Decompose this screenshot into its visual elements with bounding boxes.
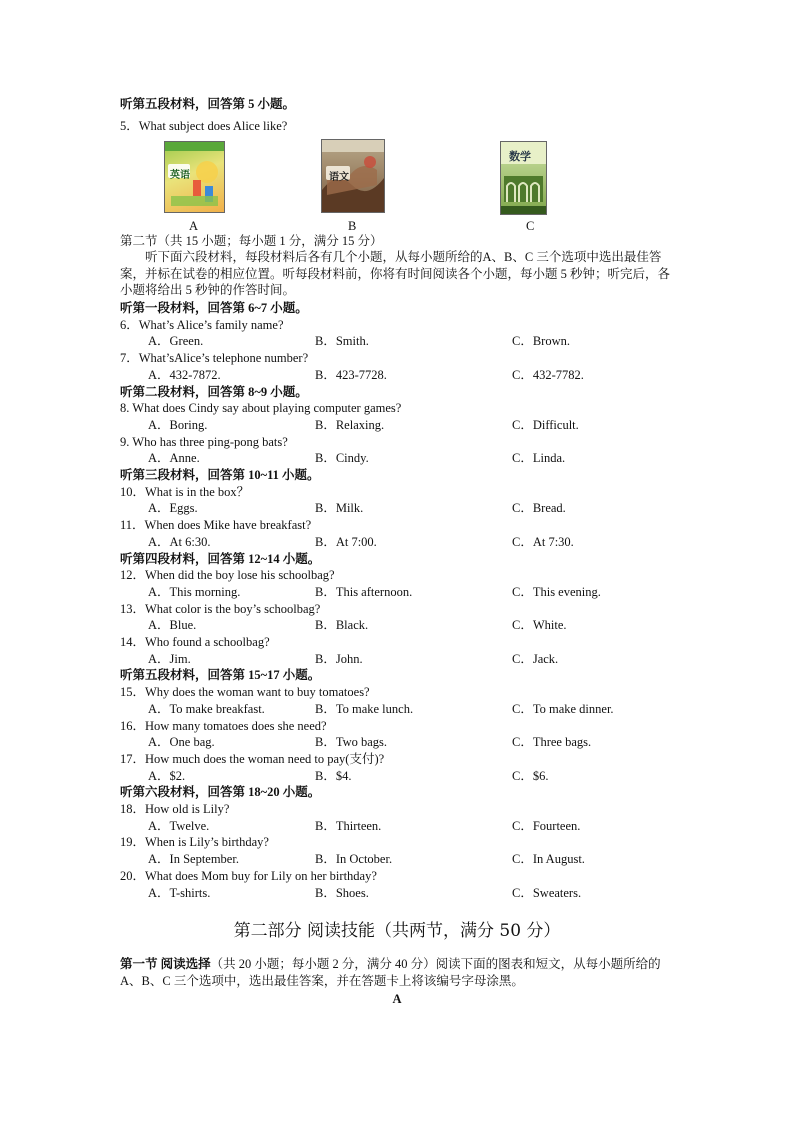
reading-section-label: 第一节 阅读选择 bbox=[120, 957, 211, 971]
question-text: 11．When does Mike have breakfast? bbox=[120, 518, 312, 533]
math-textbook-icon bbox=[500, 141, 547, 215]
question-text: 17．How much does the woman need to pay(支付)? bbox=[120, 751, 385, 766]
option-a: A．Twelve. bbox=[148, 818, 210, 833]
option-c: C．At 7:30. bbox=[512, 534, 574, 549]
option-a: A．Green. bbox=[148, 334, 204, 349]
part2-instructions: 听下面六段材料，每段材料后各有几个小题，从每小题所给的A、B、C 三个选项中选出最佳答案，并标在试卷的相应位置。听每段材料前，你将有时间阅读各个小题，每小题 5 秒钟；听完后，各小题将给出 5 秒钟的作答时间。 bbox=[120, 250, 671, 297]
part2-heading: 第二部分 阅读技能（共两节，满分 50 分） bbox=[233, 921, 561, 941]
question-text: 15．Why does the woman want to buy tomatoes? bbox=[120, 685, 370, 700]
option-b: B．In October. bbox=[315, 852, 393, 867]
option-a-letter: A bbox=[189, 219, 199, 233]
group-header: 听第一段材料，回答第 6~7 小题。 bbox=[120, 301, 308, 315]
option-a: A．Boring. bbox=[148, 417, 208, 432]
option-b: B．This afternoon. bbox=[315, 584, 413, 599]
question-text: 12．When did the boy lose his schoolbag? bbox=[120, 568, 335, 583]
math-cover-text: 数学 bbox=[509, 150, 531, 163]
option-a: A．One bag. bbox=[148, 735, 215, 750]
reading-section-text: （共 20 小题；每小题 2 分，满分 40 分）阅读下面的图表和短文，从每小题所给的 A、B、C 三个选项中，选出最佳答案，并在答题卡上将该编号字母涂黑。 bbox=[120, 957, 661, 988]
question-text: 7．What’sAlice’s telephone number? bbox=[120, 351, 309, 366]
english-cover-text: 英语 bbox=[170, 170, 190, 181]
option-a: A．T-shirts. bbox=[148, 885, 211, 900]
option-c: C．Linda. bbox=[512, 451, 566, 466]
question-text: 8. What does Cindy say about playing computer games? bbox=[120, 401, 402, 416]
option-a: A．Jim. bbox=[148, 651, 191, 666]
question-text: 13．What color is the boy’s schoolbag? bbox=[120, 601, 321, 616]
option-b: B．Two bags. bbox=[315, 735, 388, 750]
reading-section bbox=[120, 956, 676, 989]
group-header: 听第四段材料，回答第 12~14 小题。 bbox=[120, 551, 321, 566]
option-c: C．In August. bbox=[512, 852, 585, 867]
group-header: 听第三段材料，回答第 10~11 小题。 bbox=[120, 468, 320, 482]
option-a: A．At 6:30. bbox=[148, 534, 211, 549]
option-c: C．Three bags. bbox=[512, 735, 592, 750]
option-a: A．432-7872. bbox=[148, 367, 221, 382]
option-c: C．Brown. bbox=[512, 334, 570, 349]
option-a: A．In September. bbox=[148, 852, 239, 867]
option-c-letter: C bbox=[526, 219, 535, 233]
section5-header: 听第五段材料，回答第 5 小题。 bbox=[120, 97, 296, 111]
question-text: 20．What does Mom buy for Lily on her birthday? bbox=[120, 868, 377, 883]
part2-section-title: 第二节（共 15 小题；每小题 1 分，满分 15 分） bbox=[120, 234, 383, 248]
option-b-letter: B bbox=[348, 219, 357, 233]
option-a: A．Anne. bbox=[148, 451, 200, 466]
passage-label: A bbox=[392, 992, 402, 1006]
group-header: 听第二段材料，回答第 8~9 小题。 bbox=[120, 384, 308, 399]
option-b: B．Black. bbox=[315, 618, 369, 633]
option-a: A．$2. bbox=[148, 768, 186, 783]
question-text: 16．How many tomatoes does she need? bbox=[120, 718, 327, 733]
option-a: A．To make breakfast. bbox=[148, 701, 265, 716]
question-5: 5．What subject does Alice like? bbox=[120, 119, 288, 133]
option-b: B．Relaxing. bbox=[315, 417, 385, 432]
option-c: C．432-7782. bbox=[512, 367, 584, 382]
group-header: 听第五段材料，回答第 15~17 小题。 bbox=[120, 668, 321, 683]
option-b: B．Smith. bbox=[315, 334, 369, 349]
option-c: C．$6. bbox=[512, 768, 549, 783]
option-b: B．Milk. bbox=[315, 501, 364, 516]
option-b: B．Shoes. bbox=[315, 885, 369, 900]
option-b: B．$4. bbox=[315, 768, 352, 783]
option-b: B．Thirteen. bbox=[315, 818, 382, 833]
option-b: B．To make lunch. bbox=[315, 701, 414, 716]
option-c: C．Bread. bbox=[512, 501, 566, 516]
option-a: A．Blue. bbox=[148, 618, 197, 633]
option-c: C．Sweaters. bbox=[512, 885, 582, 900]
question-text: 9. Who has three ping-pong bats? bbox=[120, 434, 288, 449]
option-b: B．Cindy. bbox=[315, 451, 369, 466]
option-b: B．John. bbox=[315, 651, 363, 666]
question-text: 18．How old is Lily? bbox=[120, 802, 230, 816]
chinese-textbook-icon bbox=[321, 139, 385, 213]
chinese-cover-text: 语文 bbox=[329, 172, 349, 183]
option-c: C．Difficult. bbox=[512, 417, 579, 432]
option-b: B．423-7728. bbox=[315, 367, 387, 382]
question-text: 6．What’s Alice’s family name? bbox=[120, 317, 284, 332]
question-text: 14．Who found a schoolbag? bbox=[120, 635, 270, 649]
option-c: C．To make dinner. bbox=[512, 701, 614, 716]
question-text: 10．What is in the box？ bbox=[120, 484, 250, 499]
option-a: A．Eggs. bbox=[148, 501, 198, 516]
option-c: C．White. bbox=[512, 618, 567, 633]
english-textbook-icon bbox=[164, 141, 225, 213]
option-b: B．At 7:00. bbox=[315, 534, 377, 549]
option-c: C．Jack. bbox=[512, 651, 559, 666]
option-c: C．Fourteen. bbox=[512, 818, 581, 833]
option-a: A．This morning. bbox=[148, 584, 241, 599]
option-c: C．This evening. bbox=[512, 584, 601, 599]
question-text: 19．When is Lily’s birthday? bbox=[120, 835, 269, 850]
group-header: 听第六段材料，回答第 18~20 小题。 bbox=[120, 785, 321, 800]
